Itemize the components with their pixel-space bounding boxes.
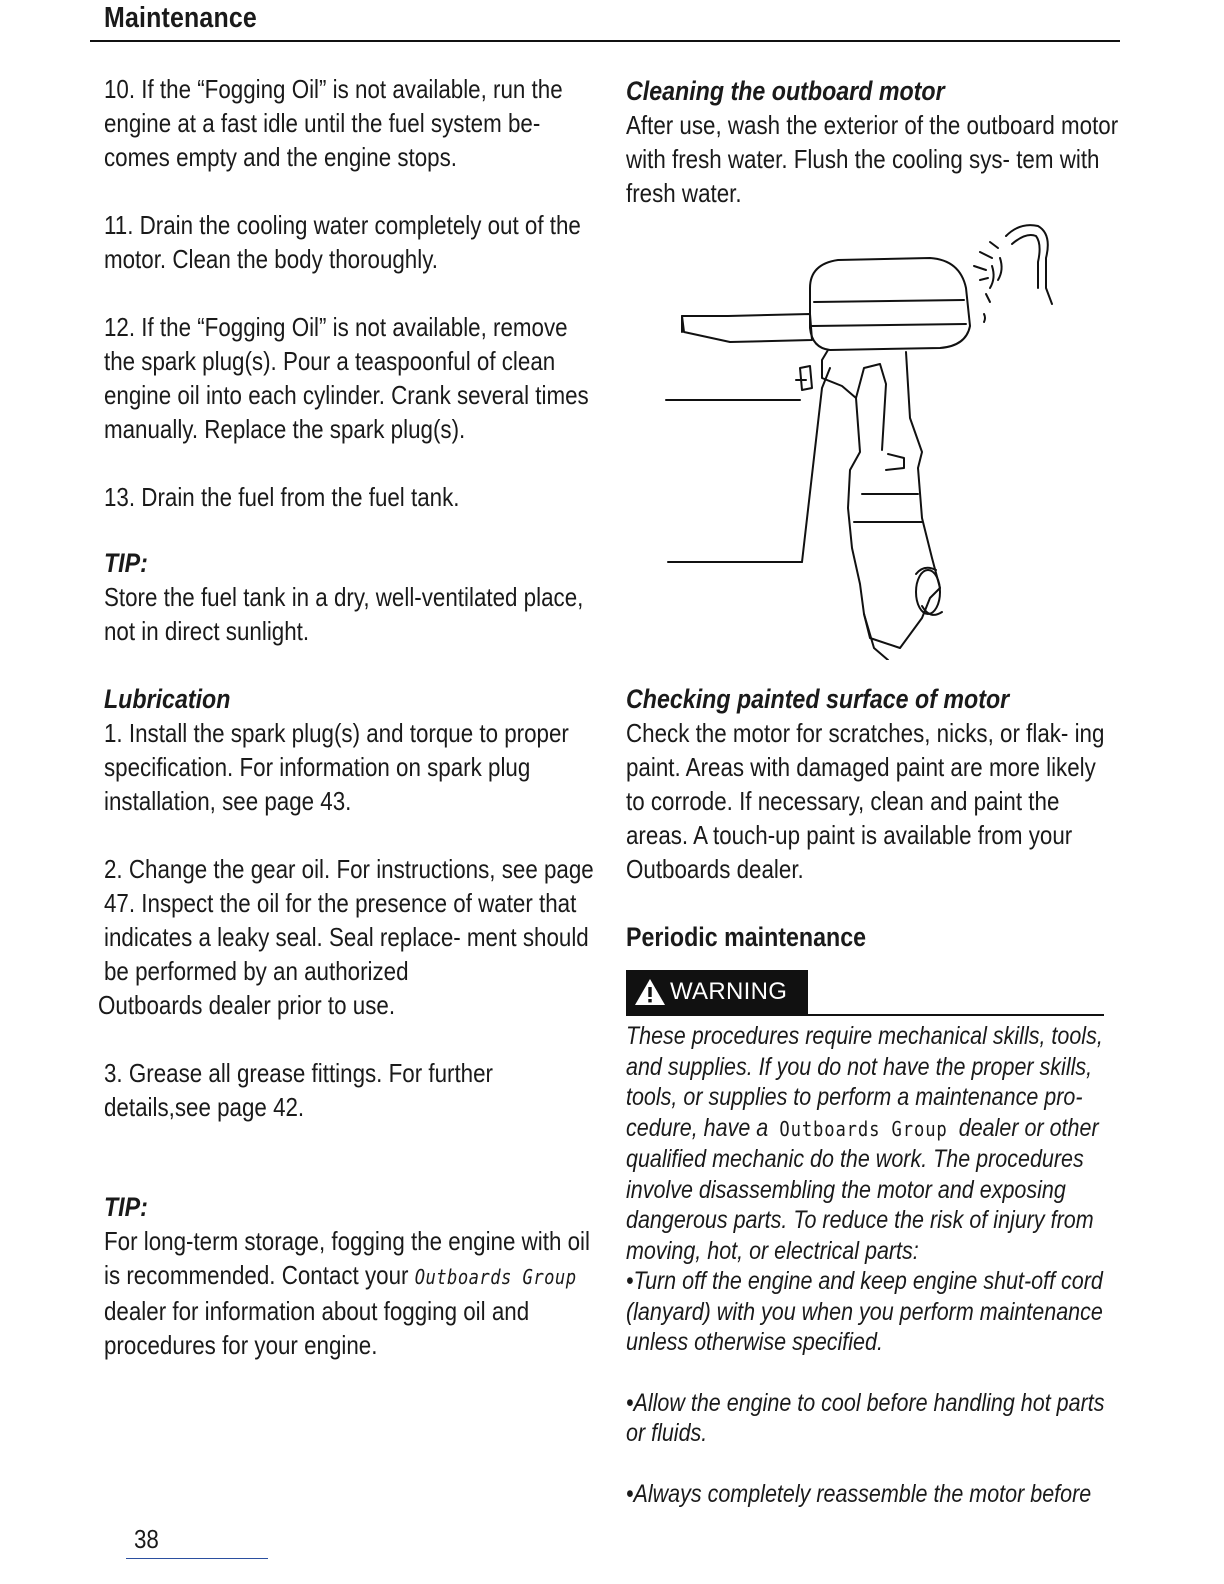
page-header [90,0,1120,42]
tip-2-title: TIP: [104,1192,148,1222]
section-title: Maintenance [104,2,257,34]
lubrication-step-3: 3. Grease all grease fittings. For further details,see page 42. [104,1058,493,1122]
warning-paragraph: These procedures require mechanical skills, tools, and supplies. If you do not have the proper skills, tools, or supplies to perform a maintenance pro- cedure, have a Outboards Group dealer or other qualified mechanic do the work. The procedures involve disassembling the motor and exposing dangerous parts. To reduce the risk of injury from moving, hot, or electrical parts: [626,1022,1103,1265]
lubrication-step-2: 2. Change the gear oil. For instructions, see page 47. Inspect the oil for the presence of water that indicates a leaky seal. Seal replace- ment should be performed by an authorized [104,854,594,986]
cleaning-heading: Cleaning the outboard motor [626,76,945,106]
checking-heading: Checking painted surface of motor [626,684,1010,714]
tip-1-text: Store the fuel tank in a dry, well-ventilated place, not in direct sunlight. [104,582,584,646]
lubrication-step-1: 1. Install the spark plug(s) and torque to proper specification. For information on spark plug installation, see page 43. [104,718,569,816]
periodic-maintenance-heading: Periodic maintenance [626,922,867,952]
step-12: 12. If the “Fogging Oil” is not available, remove the spark plug(s). Pour a teaspoonful of clean engine oil into each cylinder. Crank several times manually. Replace the spark plug(s). [104,312,589,444]
step-10: 10. If the “Fogging Oil” is not available, run the engine at a fast idle until the fuel system be- comes empty and the engine stops. [104,74,563,172]
brand-name: Outboards Group [779,1116,948,1141]
lubrication-heading: Lubrication [104,684,231,714]
warning-box [626,970,808,1014]
warning-text-block [626,1021,1106,1509]
lubrication-step-2-end: Outboards dealer prior to use. [98,990,396,1020]
warning-bullet-2: •Allow the engine to cool before handling hot parts or fluids. [626,1388,1105,1447]
cleaning-text: After use, wash the exterior of the outboard motor with fresh water. Flush the cooling sys- tem with fresh water. [626,110,1119,208]
page-number-underline [126,1558,268,1559]
warning-bar [626,970,1104,1016]
step-11: 11. Drain the cooling water completely out of the motor. Clean the body thoroughly. [104,210,581,274]
brand-name: Outboards Group [414,1265,577,1289]
warning-label: WARNING [670,978,788,1005]
checking-text: Check the motor for scratches, nicks, or flak- ing paint. Areas with damaged paint are more likely to corrode. If necessary, clean and paint the areas. A touch-up paint is available from your Outboards dealer. [626,718,1105,884]
page-number: 38 [134,1524,159,1554]
step-13: 13. Drain the fuel from the fuel tank. [104,482,460,512]
warning-triangle-icon [634,977,666,1007]
outboard-motor-illustration [660,218,1080,660]
warning-bullet-1: •Turn off the engine and keep engine shut-off cord (lanyard) with you when you perform maintenance unless otherwise specified. [626,1267,1103,1356]
tip-2-text: For long-term storage, fogging the engine with oil is recommended. Contact your Outboards Group dealer for information about fogging oil and procedures for your engine. [104,1226,590,1360]
warning-bullet-3: •Always completely reassemble the motor before [626,1479,1092,1508]
tip-1-title: TIP: [104,548,148,578]
